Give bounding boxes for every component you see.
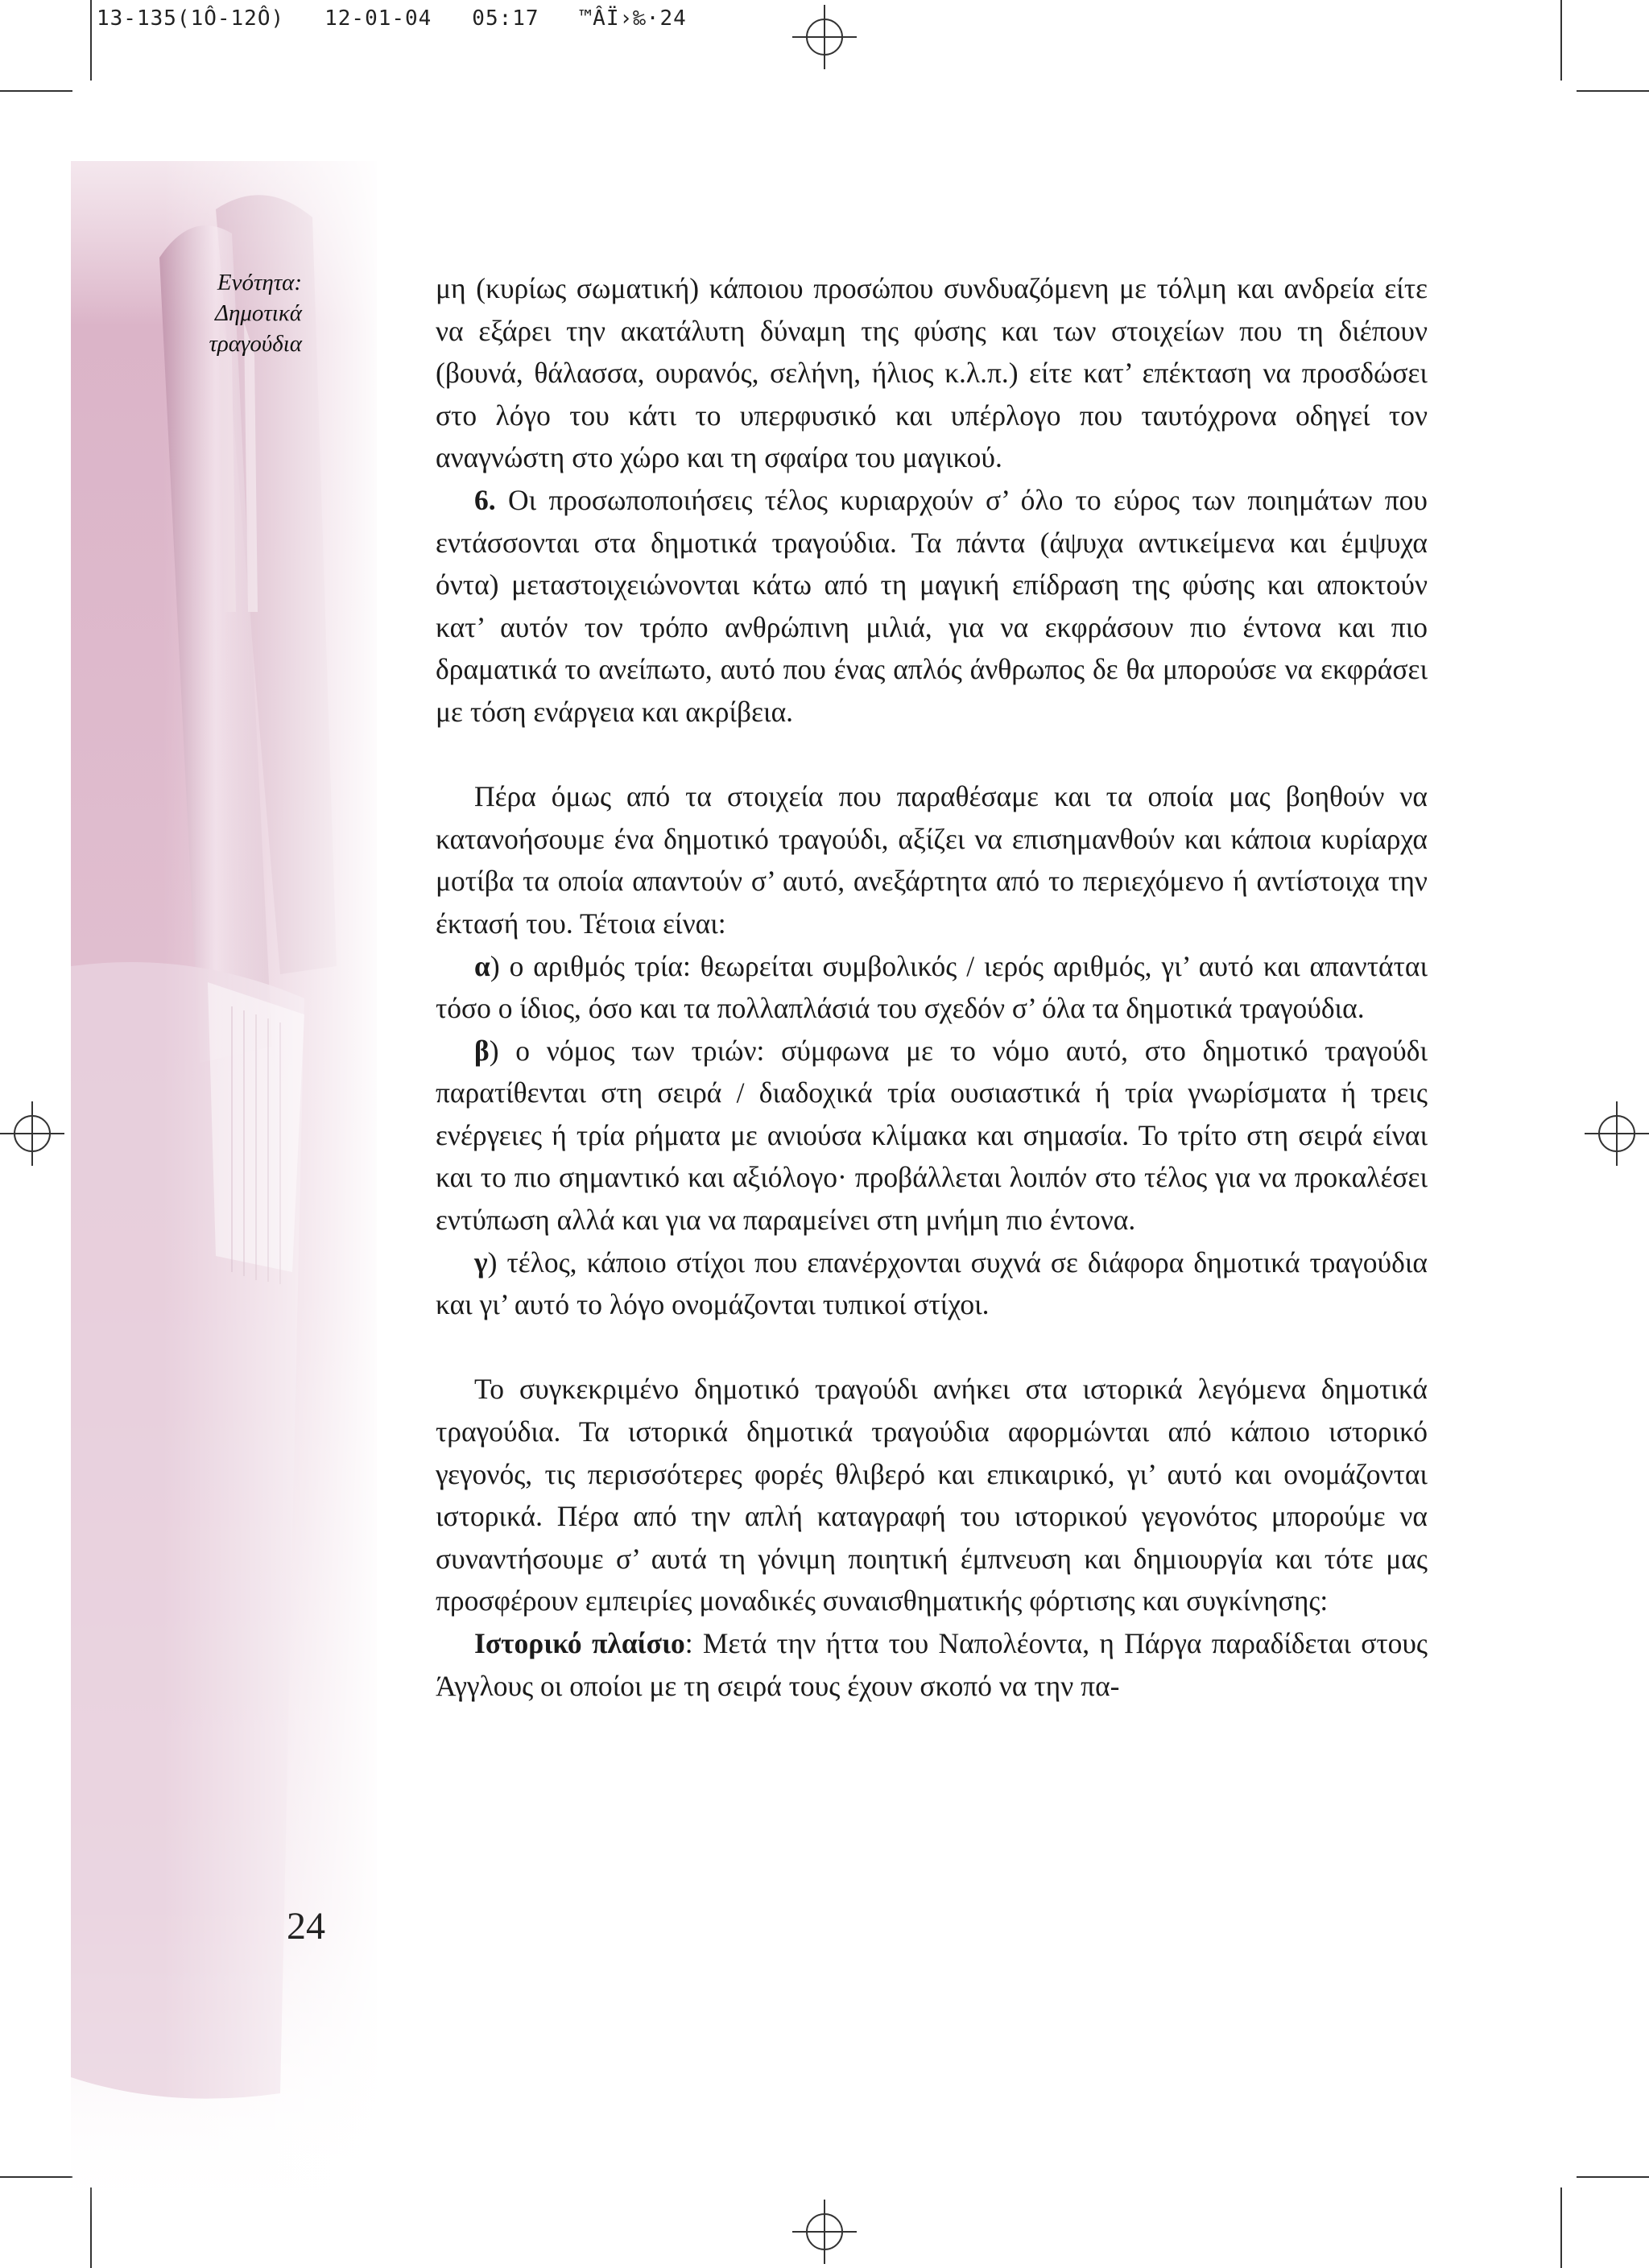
item-letter: α — [474, 949, 490, 982]
paragraph: Πέρα όμως από τα στοιχεία που παραθέσαμε και τα οποία μας βοηθούν να κατανοήσουμε ένα δημοτικό τραγούδι, αξίζει να επισημανθούν και κάποια κυρίαρχα μοτίβα τα οποία απαντούν σ’ αυτό, ανεξάρτητα από το περιεχόμενο ή αντίστοιχα την έκτασή του. Τέτοια είναι: — [436, 780, 1428, 940]
paragraph-text: ) ο αριθμός τρία: θεωρείται συμβολικός / ιερός αριθμός, γι’ αυτό και απαντάται τόσο ο ίδιος, όσο και τα πολλαπλάσιά του σχεδόν σ’ όλα τα δημοτικά τραγούδια. — [436, 949, 1428, 1025]
book-and-pen-illustration — [71, 161, 377, 2222]
paragraph — [436, 1030, 1428, 1241]
paragraph-text: ) τέλος, κάποιο στίχοι που επανέρχονται συχνά σε διάφορα δημοτικά τραγούδια και γι’ αυτό το λόγο ονομάζονται τυπικοί στίχοι. — [436, 1246, 1428, 1321]
crop-mark — [1560, 0, 1562, 81]
registration-mark-icon — [0, 1101, 64, 1166]
subheading: Ιστορικό πλαίσιο — [474, 1627, 685, 1659]
crop-mark — [1560, 2187, 1562, 2268]
registration-mark-icon — [1585, 1101, 1649, 1166]
paragraph: μη (κυρίως σωματική) κάποιου προσώπου συνδυαζόμενη με τόλμη και ανδρεία είτε να εξάρει την ακατάλυτη δύναμη της φύσης και των στοιχείων που τη διέπουν (βουνά, θάλασσα, ουρανός, σελήνη, ήλιος κ.λ.π.) είτε κατ’ επέκταση να προσδώσει στο λόγο του κάτι το υπερφυσικό και υπέρλογο που ταυτόχρονα οδηγεί τον αναγνώστη στο χώρο και τη σφαίρα του μαγικού. — [436, 272, 1428, 474]
crop-mark — [1577, 2176, 1649, 2178]
section-title-line: τραγούδια — [209, 331, 302, 357]
main-text — [436, 267, 1428, 1707]
registration-mark-icon — [792, 5, 857, 69]
paragraph: Το συγκεκριμένο δημοτικό τραγούδι ανήκει στα ιστορικά λεγόμενα δημοτικά τραγούδια. Τα ιστορικά δημοτικά τραγούδια αφορμώνται από κάποιο ιστορικό γεγονός, τις περισσότερες φορές θλιβερό και επικαιρικό, γι’ αυτό και ονομάζονται ιστορικά. Πέρα από την απλή καταγραφή του ιστορικού γεγονότος μπορούμε να συναντήσουμε σ’ αυτά τη γόνιμη ποιητική έμπνευση και δημιουργία και τότε μας προσφέρουν εμπειρίες μοναδικές συναισθηματικής φόρτισης και συγκίνησης: — [436, 1373, 1428, 1617]
paragraph-text: Οι προσωποποιήσεις τέλος κυριαρχούν σ’ όλο το εύρος των ποιημάτων που εντάσσονται στα δημοτικά τραγούδια. Τα πάντα (άψυχα αντικείμενα και έμψυχα όντα) μεταστοιχειώνονται κάτω από τη μαγική επίδραση της φύσης και αποκτούν κατ’ αυτόν τον τρόπο ανθρώπινη μιλιά, για να εκφράσουν πιο έντονα και πιο δραματικά το ανείπωτο, αυτό που ένας απλός άνθρωπος δε θα μπορούσε να εκφράσει με τόση ενάργεια και ακρίβεια. — [436, 483, 1428, 728]
crop-mark — [0, 90, 72, 92]
item-letter: β — [474, 1034, 490, 1067]
section-title — [181, 267, 302, 359]
crop-mark — [1577, 90, 1649, 92]
section-title-line: Δημοτικά — [214, 300, 302, 326]
item-letter: γ — [474, 1246, 488, 1279]
registration-mark-icon — [792, 2200, 857, 2264]
paragraph-text: ) ο νόμος των τριών: σύμφωνα με το νόμο αυτό, στο δημοτικό τραγούδι παρατίθενται στη σειρά / διαδοχικά τρία ουσιαστικά ή τρία γνωρίσματα ή τρεις ενέργειες ή τρία ρήματα με ανιούσα κλίμακα και σημασία. Το τρίτο στη σειρά είναι και το πιο σημαντικό και αξιόλογο· προβάλλεται λοιπόν στο τέλος για να προκαλέσει εντύπωση αλλά και για να παραμείνει στη μνήμη πιο έντονα. — [436, 1034, 1428, 1237]
section-title-line: Ενότητα: — [217, 270, 302, 295]
paragraph — [436, 1241, 1428, 1326]
crop-mark — [0, 2176, 72, 2178]
paragraph — [436, 1622, 1428, 1707]
crop-mark — [90, 0, 92, 81]
paragraph — [436, 945, 1428, 1030]
paragraph-text: : Μετά την ήττα του Ναπολέοντα, η Πάργα παραδίδεται στους Άγγλους οι οποίοι με τη σειρά τους έχουν σκοπό να την πα- — [436, 1627, 1428, 1702]
paragraph — [436, 479, 1428, 733]
item-number: 6. — [474, 483, 496, 516]
printer-slug: 13-135(1Ô-12Ô) 12-01-04 05:17 ™ÂÏ›‰·24 — [97, 6, 687, 31]
page-number: 24 — [287, 1905, 325, 1948]
